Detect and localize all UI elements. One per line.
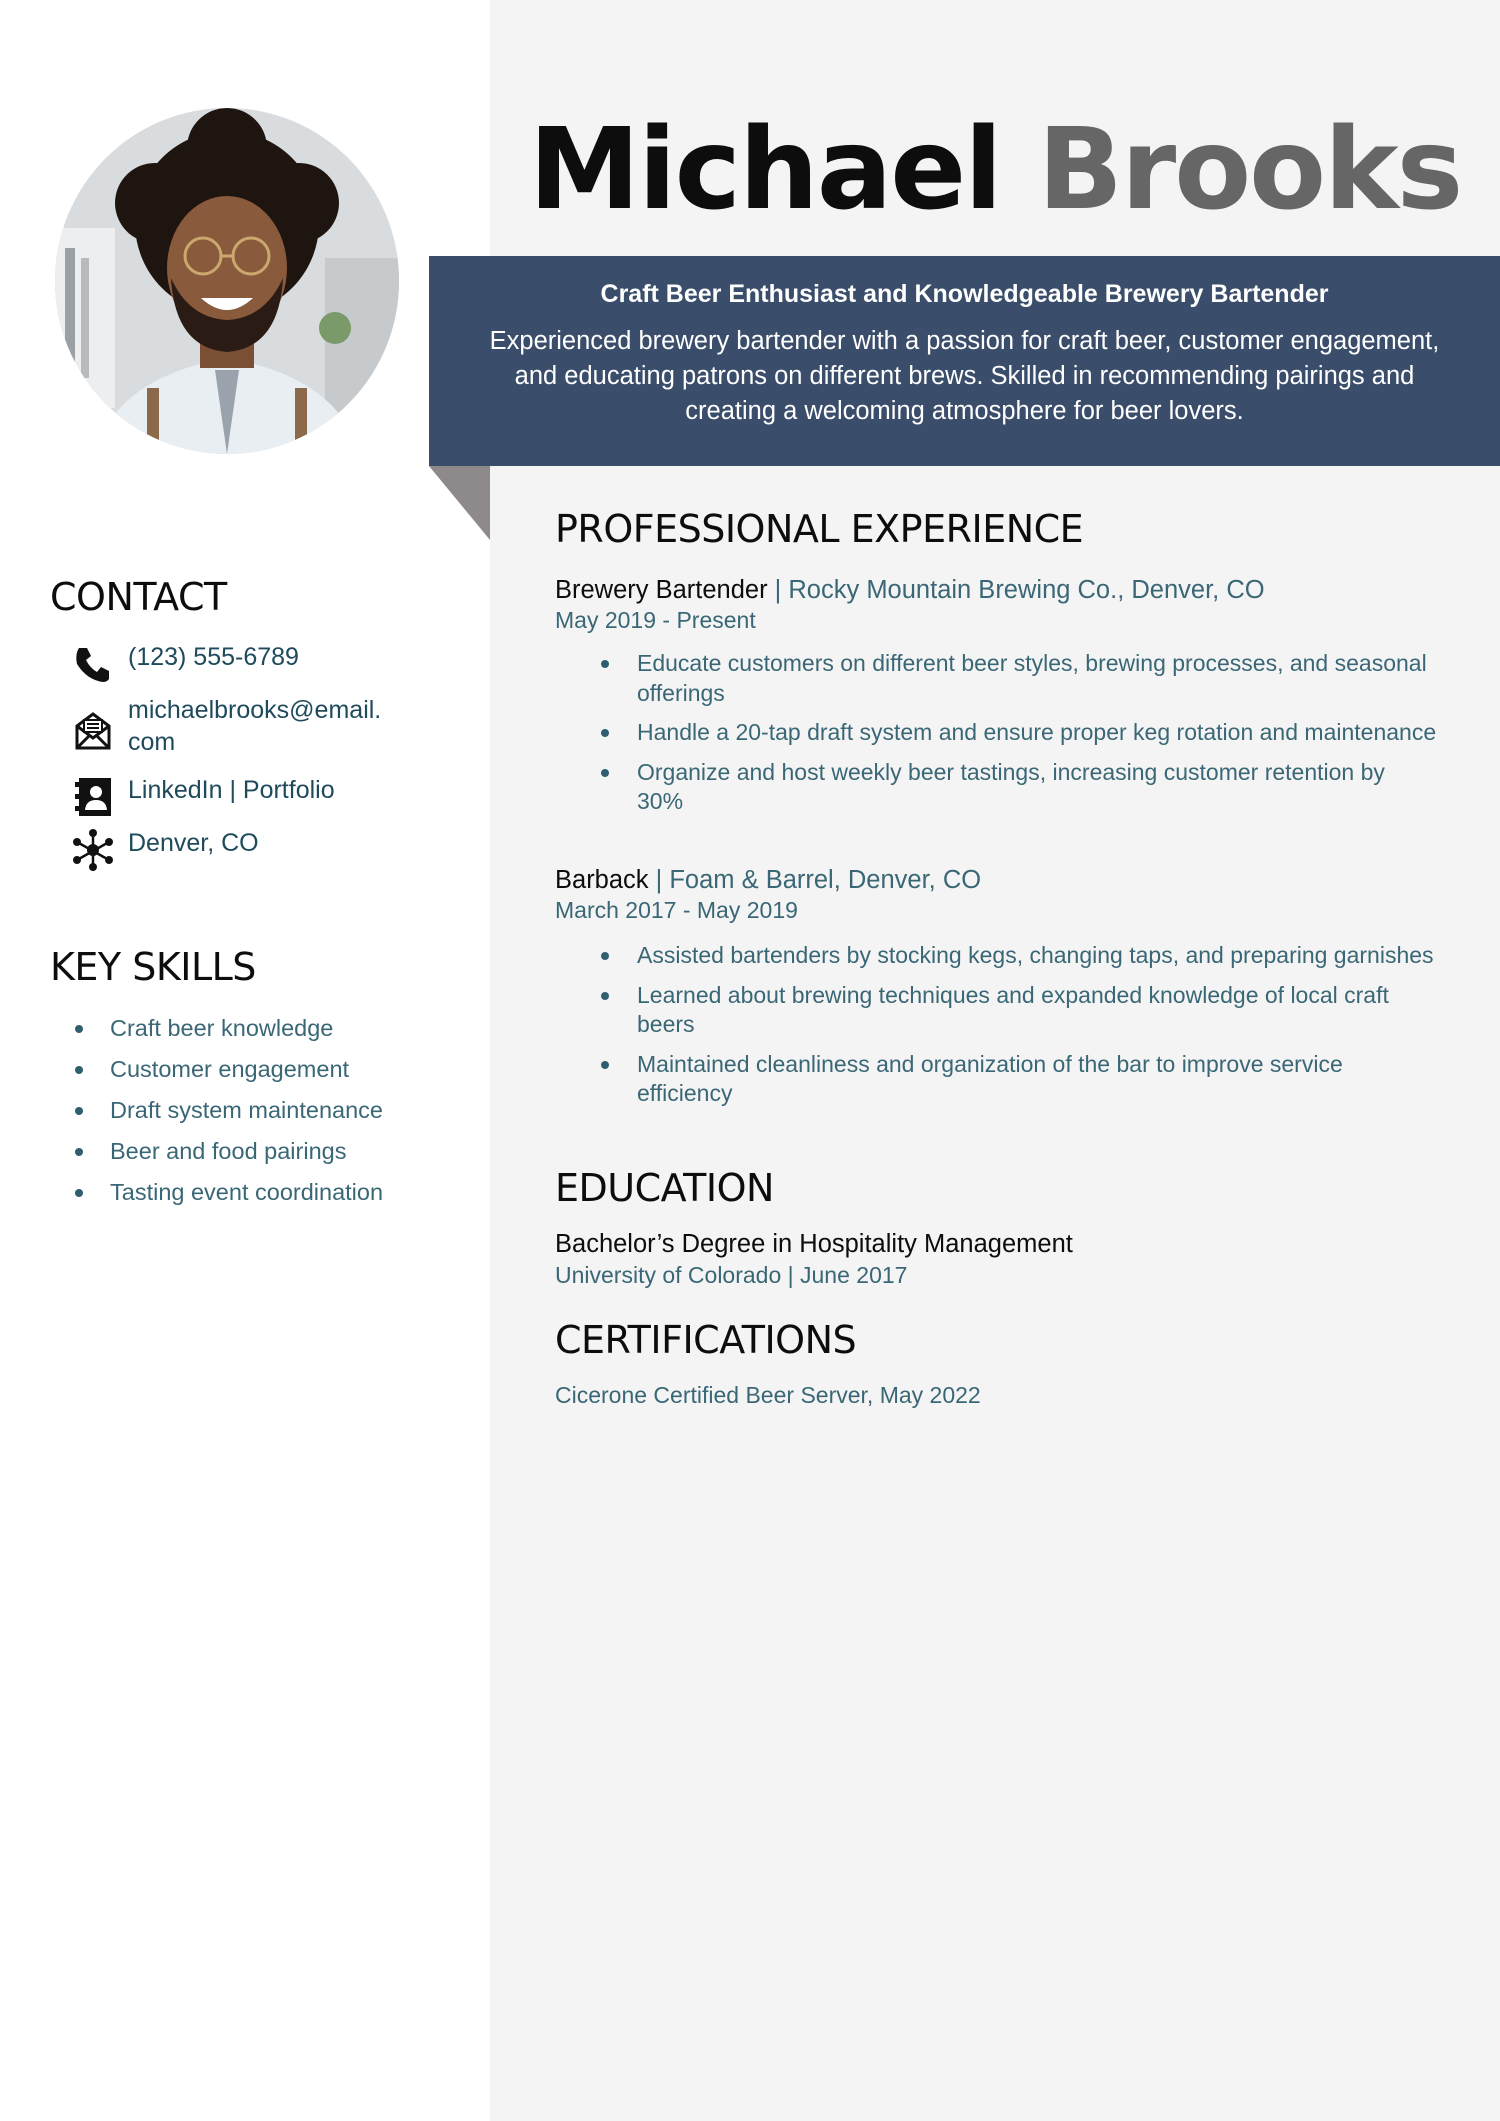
- job-2-bullets: [597, 941, 1437, 1119]
- contact-phone: (123) 555-6789: [70, 641, 408, 687]
- certification-item: Cicerone Certified Beer Server, May 2022: [555, 1382, 981, 1408]
- list-item: Craft beer knowledge: [70, 1008, 383, 1049]
- headline: Craft Beer Enthusiast and Knowledgeable Brewery Bartender: [600, 280, 1329, 308]
- key-skills-title: KEY SKILLS: [50, 945, 256, 989]
- contact-links: LinkedIn | Portfolio: [70, 774, 408, 820]
- contact-card-icon: [70, 774, 116, 820]
- list-item: Maintained cleanliness and organization of the bar to improve service efficiency: [597, 1050, 1437, 1109]
- list-item: Customer engagement: [70, 1049, 383, 1090]
- job-1-bullets: [597, 649, 1437, 827]
- education-title: EDUCATION: [555, 1166, 774, 1210]
- education-degree: Bachelor’s Degree in Hospitality Management: [555, 1230, 1073, 1258]
- last-name: Brooks: [1037, 105, 1462, 235]
- banner-fold: [429, 466, 490, 540]
- list-item: Assisted bartenders by stocking kegs, changing taps, and preparing garnishes: [597, 941, 1437, 971]
- job-role: Barback: [555, 866, 649, 894]
- candidate-name: [490, 100, 1500, 240]
- headline-banner: [429, 256, 1500, 466]
- job-org: | Rocky Mountain Brewing Co., Denver, CO: [767, 576, 1265, 604]
- job-role: Brewery Bartender: [555, 576, 768, 604]
- job-1-title: [555, 574, 1265, 606]
- certifications-title: CERTIFICATIONS: [555, 1318, 857, 1362]
- summary: Experienced brewery bartender with a passion for craft beer, customer engagement, and educating patrons on different brews. Skilled in recommending pairings and creating a welcoming atmosphere for beer lovers.: [489, 327, 1440, 425]
- contact-title: CONTACT: [50, 575, 227, 619]
- network-icon: [70, 827, 116, 873]
- first-name: Michael: [528, 105, 1001, 235]
- list-item: Handle a 20-tap draft system and ensure proper keg rotation and maintenance: [597, 718, 1437, 748]
- list-item: Tasting event coordination: [70, 1172, 383, 1213]
- profile-photo: [55, 108, 399, 454]
- list-item: Learned about brewing techniques and expanded knowledge of local craft beers: [597, 981, 1437, 1040]
- job-1-dates: May 2019 - Present: [555, 607, 756, 633]
- envelope-icon: [70, 708, 116, 754]
- list-item: Draft system maintenance: [70, 1090, 383, 1131]
- list-item: Organize and host weekly beer tastings, increasing customer retention by 30%: [597, 758, 1437, 817]
- list-item: Beer and food pairings: [70, 1131, 383, 1172]
- education-meta: University of Colorado | June 2017: [555, 1262, 908, 1288]
- job-2-title: [555, 864, 981, 896]
- list-item: Educate customers on different beer styles, brewing processes, and seasonal offerings: [597, 649, 1437, 708]
- contact-location: Denver, CO: [70, 827, 408, 873]
- job-org: | Foam & Barrel, Denver, CO: [648, 866, 982, 894]
- contact-email: michaelbrooks@email. com: [70, 694, 408, 758]
- job-2-dates: March 2017 - May 2019: [555, 897, 798, 923]
- skills-list: [70, 1008, 383, 1213]
- phone-icon: [70, 641, 116, 687]
- experience-title: PROFESSIONAL EXPERIENCE: [555, 507, 1084, 551]
